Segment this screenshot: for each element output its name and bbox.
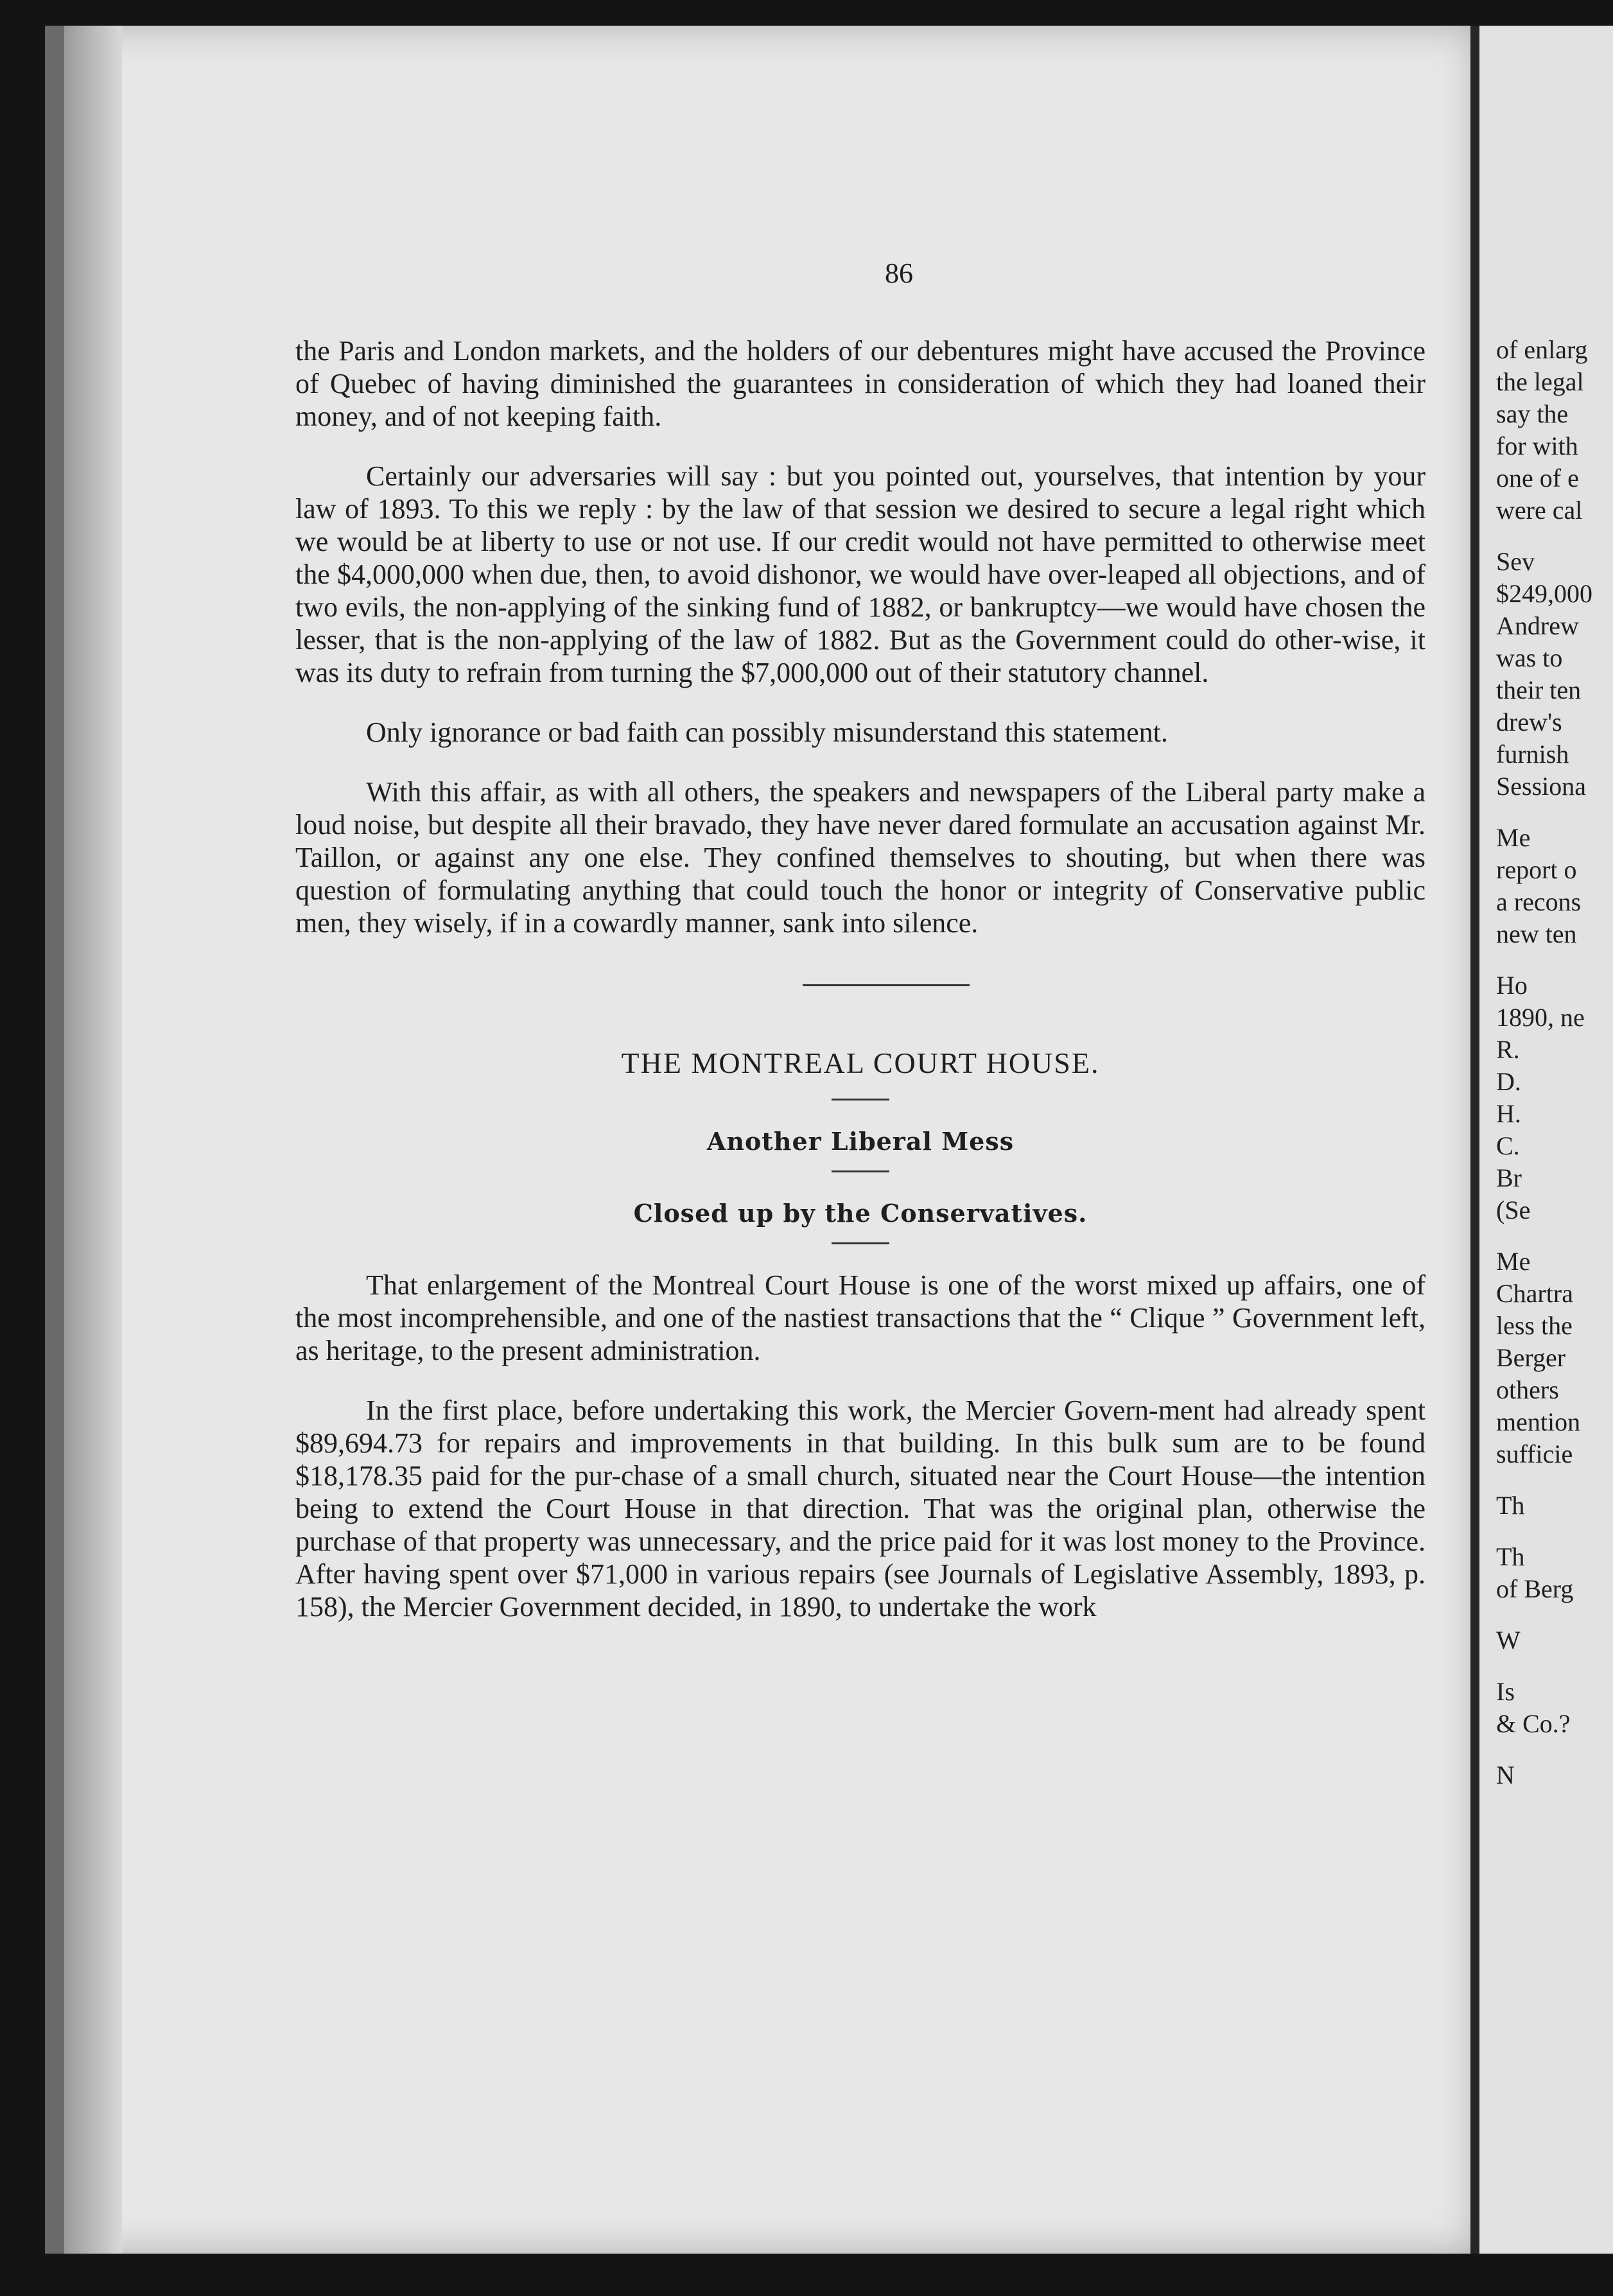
facing-page-line: [1496, 1605, 1613, 1624]
facing-page-line: C.: [1496, 1131, 1520, 1160]
facing-page-line: say the: [1496, 399, 1569, 428]
facing-page-line: report o: [1496, 855, 1577, 884]
facing-page-line: of enlarg: [1496, 335, 1588, 364]
short-rule: [832, 1099, 889, 1100]
paragraph: With this affair, as with all others, the speakers and newspapers of the Liberal party make a loud noise, but despite all their bravado, they have never dared formulate an accusation against Mr. Taillon, or against any one else. They confined themselves to shouting, but when there was question of formulating anything that could touch the honor or integrity of Conservative public men, they wisely, if in a cowardly manner, sank into silence.: [295, 776, 1426, 939]
text-column: [295, 257, 1426, 1650]
short-rule: [832, 1242, 889, 1244]
facing-page-line: [1496, 950, 1613, 970]
short-rule: [832, 1170, 889, 1172]
facing-page-line: Sev: [1496, 547, 1535, 576]
subhead: Closed up by the Conservatives.: [633, 1199, 1088, 1228]
facing-page-line: Sessiona: [1496, 772, 1586, 801]
facing-page-line: sufficie: [1496, 1439, 1573, 1468]
facing-page-line: for with: [1496, 431, 1578, 460]
facing-page-line: of Berg: [1496, 1574, 1574, 1603]
facing-page-line: Andrew: [1496, 611, 1579, 640]
facing-page-line: R.: [1496, 1035, 1520, 1064]
facing-page-line: W: [1496, 1626, 1521, 1655]
facing-page-line: mention: [1496, 1407, 1581, 1436]
paragraph: In the first place, before undertaking this work, the Mercier Govern-ment had already spent $89,694.73 for repairs and improvements in that building. In this bulk sum are to be found $18,178.35 paid for the pur-chase of a small church, situated near the Court House—the intention being to extend the Court House in that direction. That was the original plan, otherwise the purchase of that property was unnecessary, and the price paid for it was lost money to the Province. After having spent over $71,000 in various repairs (see Journals of Legislative Assembly, 1893, p. 158), the Mercier Government decided, in 1890, to undertake the work: [295, 1395, 1426, 1622]
facing-page-line: drew's: [1496, 708, 1562, 736]
paragraph: Certainly our adversaries will say : but you pointed out, yourselves, that intention by your law of 1893. To this we reply : by the law of that session we desired to secure a legal right which we would be at liberty to use or not use. If our credit would not have permitted to otherwise meet the $4,000,000 when due, then, to avoid dishonor, we would have over-leaped all objections, and of two evils, the non-applying of the sinking fund of 1882, or bankruptcy—we would have chosen the lesser, that is the non-applying of the law of 1882. But as the Government could do other-wise, it was its duty to refrain from turning the $7,000,000 out of their statutory channel.: [295, 460, 1426, 688]
facing-page-line: Th: [1496, 1542, 1525, 1571]
facing-page-line: Berger: [1496, 1343, 1566, 1372]
facing-page-line: was to: [1496, 643, 1563, 672]
facing-page-line: [1496, 1522, 1613, 1541]
facing-page-line: a recons: [1496, 887, 1582, 916]
facing-page-line: Chartra: [1496, 1279, 1573, 1308]
facing-page-line: Is: [1496, 1677, 1515, 1706]
facing-page-line: [1496, 526, 1613, 546]
facing-page-line: Me: [1496, 823, 1531, 852]
facing-page-line: one of e: [1496, 464, 1579, 492]
facing-page-line: were cal: [1496, 496, 1583, 525]
facing-page-line: (Se: [1496, 1196, 1531, 1224]
facing-page-line: [1496, 1657, 1613, 1676]
facing-page-text: [1496, 334, 1613, 1791]
subhead: Another Liberal Mess: [706, 1127, 1015, 1156]
facing-page-line: & Co.?: [1496, 1709, 1571, 1738]
page-number: 86: [885, 257, 913, 289]
facing-page-line: Br: [1496, 1163, 1522, 1192]
facing-page-line: $249,000: [1496, 579, 1592, 608]
facing-page-line: the legal: [1496, 367, 1584, 396]
paragraph: That enlargement of the Montreal Court House is one of the worst mixed up affairs, one of the most incomprehensible, and one of the nastiest transactions that the “ Clique ” Government left, as heritage, to the present administration.: [295, 1269, 1426, 1366]
facing-page-line: H.: [1496, 1099, 1521, 1128]
facing-page-line: new ten: [1496, 919, 1577, 948]
section-title: THE MONTREAL COURT HOUSE.: [621, 1047, 1100, 1079]
facing-page-line: [1496, 1470, 1613, 1490]
facing-page-line: [1496, 1740, 1613, 1759]
facing-page-line: their ten: [1496, 675, 1582, 704]
facing-page-line: N: [1496, 1761, 1515, 1789]
section-divider: [803, 984, 970, 989]
facing-page-line: furnish: [1496, 740, 1569, 769]
paragraph: the Paris and London markets, and the holders of our debentures might have accused the Province of Quebec of having diminished the guarantees in consideration of which they had loaned their money, and of not keeping faith.: [295, 335, 1426, 432]
paragraph: Only ignorance or bad faith can possibly misunderstand this statement.: [366, 717, 1168, 748]
facing-page-line: [1496, 803, 1613, 822]
facing-page-line: less the: [1496, 1311, 1573, 1340]
facing-page-line: Me: [1496, 1247, 1531, 1276]
facing-page-line: Ho: [1496, 971, 1528, 1000]
facing-page-line: 1890, ne: [1496, 1003, 1585, 1032]
facing-page-line: [1496, 1226, 1613, 1246]
facing-page-line: D.: [1496, 1067, 1521, 1096]
facing-page-line: Th: [1496, 1491, 1525, 1520]
facing-page-line: others: [1496, 1375, 1559, 1404]
